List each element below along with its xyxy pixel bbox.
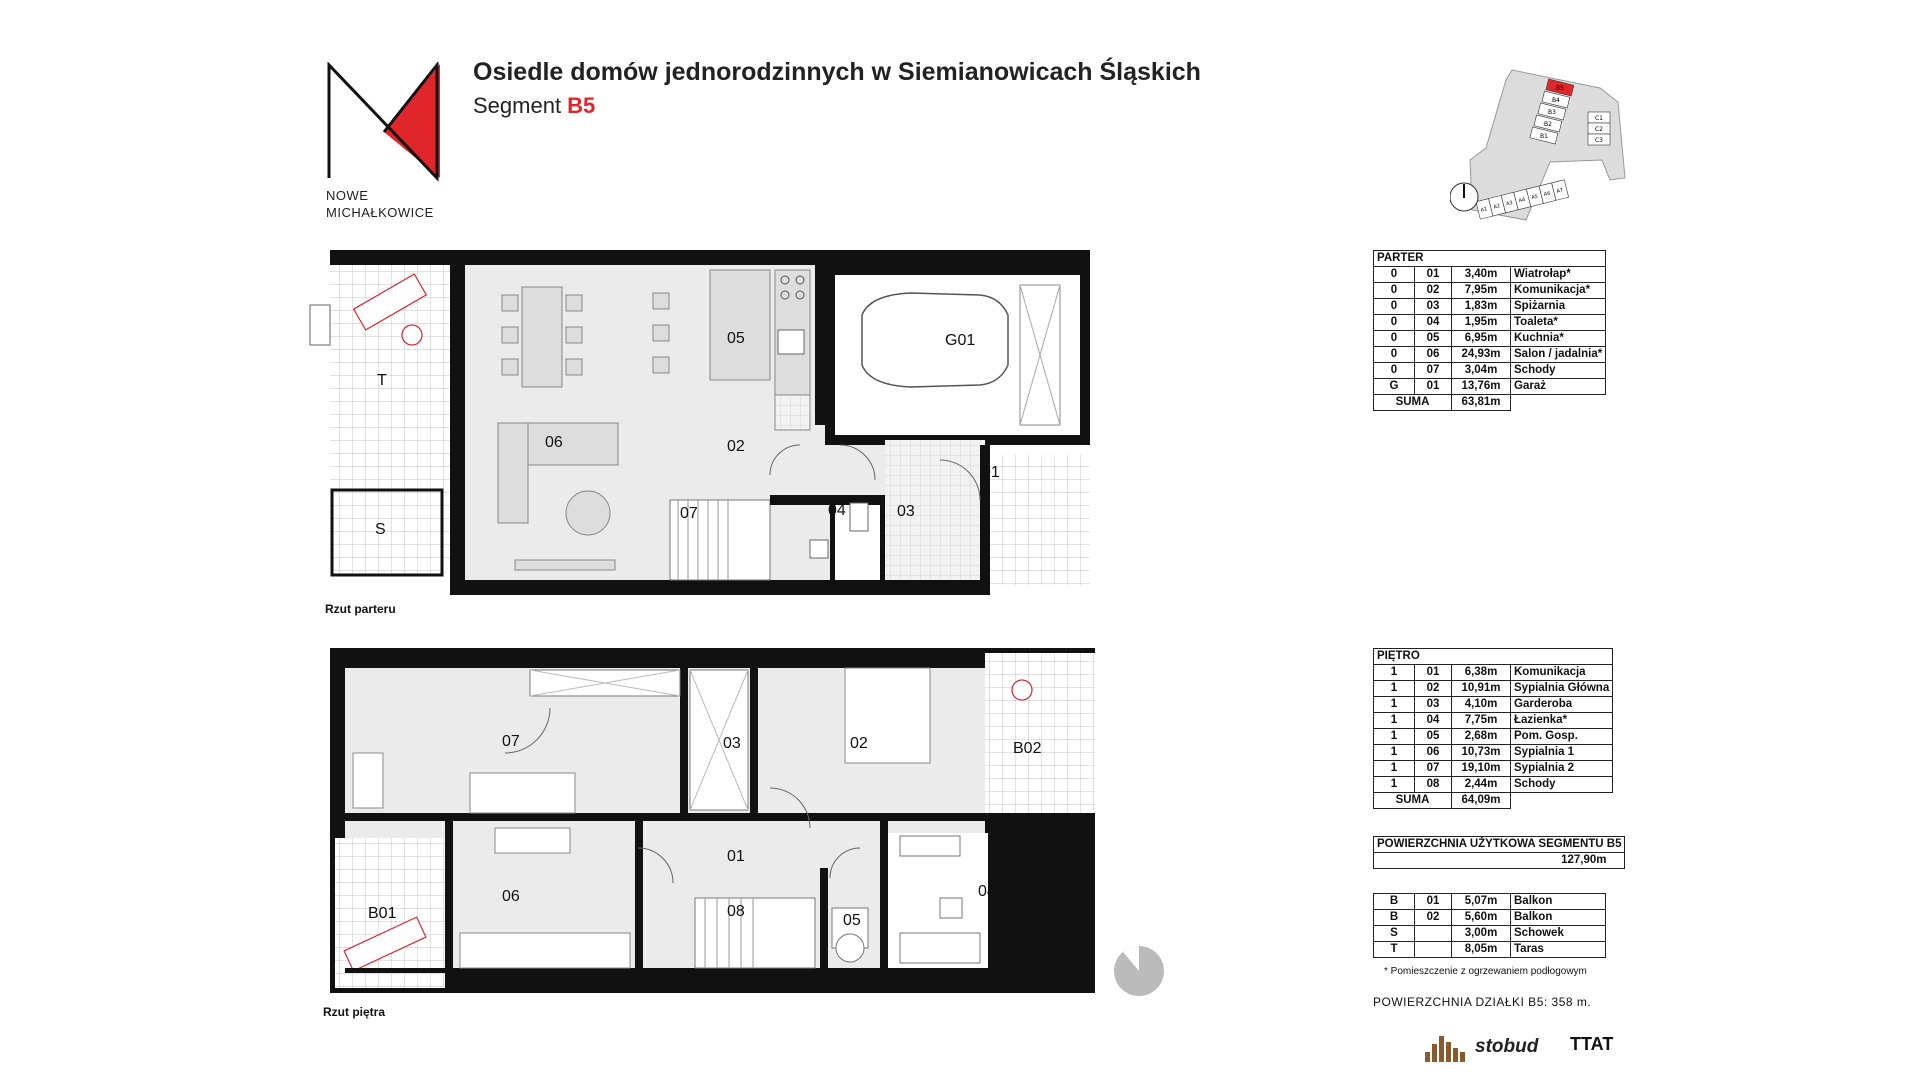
table-row: B 01 5,07m Balkon [1374,894,1606,910]
gf-room-03: 03 [897,503,915,520]
page-subtitle [473,93,595,119]
usable-area-table [1373,836,1625,869]
table-sum-row: SUMA 64,09m [1374,793,1613,809]
segment-accent: B5 [567,93,596,118]
site-label-a7: A7 [1555,187,1564,195]
subtitle-prefix: Segment [473,93,568,118]
stobud-logo [1425,1030,1555,1064]
table-row: 0 07 3,04m Schody [1374,363,1606,379]
gf-room-g01: G01 [945,332,976,349]
nowe-michalkowice-logo [326,62,440,182]
uf-room-01: 01 [727,848,745,865]
table-row: B 02 5,60m Balkon [1374,910,1606,926]
gf-room-05: 05 [727,330,745,347]
site-label-b4: B4 [1552,97,1560,104]
table-row: 1 07 19,10m Sypialnia 2 [1374,761,1613,777]
site-plan [1450,60,1640,230]
usable-area-label: POWIERZCHNIA UŻYTKOWA SEGMENTU B5 [1374,837,1625,853]
gf-room-t: T [377,372,387,389]
table-row: 0 05 6,95m Kuchnia* [1374,331,1606,347]
table-row: 0 04 1,95m Toaleta* [1374,315,1606,331]
site-label-c2: C2 [1594,126,1604,133]
table-sum-row: SUMA 63,81m [1374,395,1606,411]
compass-icon [1113,945,1165,997]
north-arrow-icon [1450,183,1478,211]
table-row: 1 02 10,91m Sypialnia Główna [1374,681,1613,697]
parter-table [1373,250,1606,411]
parter-heading: PARTER [1374,251,1606,267]
uf-room-04: 04 [978,883,996,900]
floor-heating-note: * Pomieszczenie z ogrzewaniem podłogowym [1384,966,1587,977]
brand-line-2: MICHAŁKOWICE [326,205,434,220]
table-row: 1 08 2,44m Schody [1374,777,1613,793]
site-label-c3: C3 [1594,137,1604,144]
gf-room-04: 04 [828,502,846,519]
ground-floor-caption: Rzut parteru [325,602,396,616]
plot-area-note: POWIERZCHNIA DZIAŁKI B5: 358 m. [1373,995,1592,1009]
table-row: 1 06 10,73m Sypialnia 1 [1374,745,1613,761]
table-row: 0 06 24,93m Salon / jadalnia* [1374,347,1606,363]
extras-table [1373,893,1606,958]
site-label-a2: A2 [1492,203,1501,211]
usable-area-value: 127,90m [1374,853,1625,869]
table-row: 0 02 7,95m Komunikacja* [1374,283,1606,299]
site-label-a3: A3 [1505,199,1514,208]
site-label-a6: A6 [1543,190,1552,198]
pietro-table [1373,648,1613,809]
gf-room-s: S [375,521,386,538]
building-skyline-icon [1425,1030,1475,1064]
uf-room-07: 07 [502,733,520,750]
table-row: 1 05 2,68m Pom. Gosp. [1374,729,1613,745]
pietro-heading: PIĘTRO [1374,649,1613,665]
ground-floor-plan [300,245,1095,605]
gf-room-07: 07 [680,505,698,522]
gf-room-02: 02 [727,438,745,455]
table-row: 0 01 3,40m Wiatrołap* [1374,267,1606,283]
stobud-wordmark: stobud [1475,1036,1539,1057]
gf-room-06: 06 [545,434,563,451]
site-label-c1: C1 [1594,115,1604,122]
site-label-a1: A1 [1480,206,1489,214]
page-title: Osiedle domów jednorodzinnych w Siemianowicach Śląskich [473,58,1201,86]
table-row: S 3,00m Schowek [1374,926,1606,942]
upper-floor-caption: Rzut piętra [323,1005,386,1019]
uf-room-08: 08 [727,903,745,920]
uf-room-b02: B02 [1013,740,1042,757]
uf-room-03: 03 [723,735,741,752]
site-label-a5: A5 [1530,193,1539,202]
ttat-logo: TTAT [1570,1034,1614,1054]
brand-line-1: NOWE [326,188,369,203]
table-row: 1 01 6,38m Komunikacja [1374,665,1613,681]
uf-room-05: 05 [843,912,861,929]
site-label-b2: B2 [1544,121,1552,128]
table-row: G 01 13,76m Garaż [1374,379,1606,395]
uf-room-b01: B01 [368,905,397,922]
uf-room-02: 02 [850,735,868,752]
gf-room-01: 01 [982,464,1000,481]
site-label-b5: B5 [1556,85,1564,92]
table-row: 1 03 4,10m Garderoba [1374,697,1613,713]
site-label-a4: A4 [1518,196,1526,205]
upper-floor-plan [300,648,1095,998]
table-row: 0 03 1,83m Spiżarnia [1374,299,1606,315]
site-label-b3: B3 [1548,109,1556,116]
uf-room-06: 06 [502,888,520,905]
site-label-b1: B1 [1540,133,1548,140]
site-c-blocks [1588,112,1610,145]
table-row: T 8,05m Taras [1374,942,1606,958]
table-row: 1 04 7,75m Łazienka* [1374,713,1613,729]
